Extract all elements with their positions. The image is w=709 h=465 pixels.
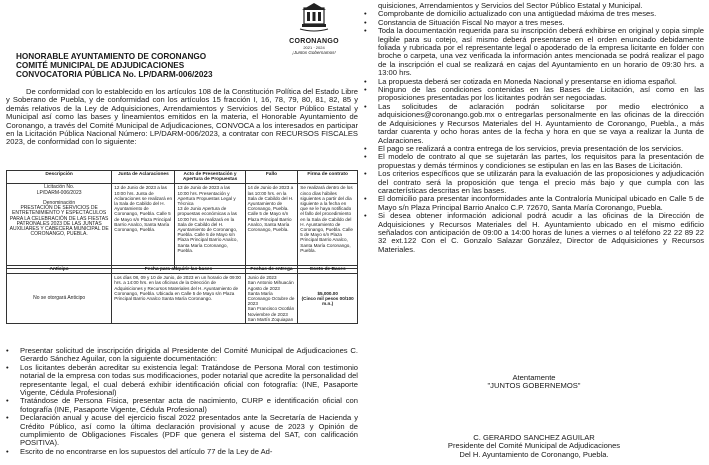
header-anticipo: Anticipo [7, 266, 112, 274]
table-row [7, 274, 358, 324]
signature-block [364, 434, 704, 459]
schedule-table [6, 170, 358, 269]
list-item: • Si desea obtener información adicional podrá acudir a las oficinas de la Dirección de Adquisiciones y Recursos Materiales del H. Ayuntamiento ubicado en el mismo edificio señalados con anticipación de 09:00 a 14:00 horas de lunes a viernes o al teléfono 22 22 89 22 32 ext.122 Con el C. Gonzalo Salazar González, Director de Adquisiciones y Recursos Materiales. [364, 212, 704, 254]
list-item: quisiciones, Arrendamientos y Servicios del Sector Público Estatal y Municipal. [378, 1, 643, 10]
closing-salutation-block [364, 374, 704, 391]
header-fallo: Fallo [245, 171, 298, 184]
closing-motto: "JUNTOS GOBERNEMOS" [487, 381, 581, 391]
header-apertura: Acto de Presentación y Apertura de Propuestas [175, 171, 245, 184]
list-item: • La propuesta deberá ser cotizada en Moneda Nacional y presentarse en idioma español. [364, 78, 704, 86]
municipal-logo [278, 2, 350, 55]
heading-line-3: CONVOCATORIA PÚBLICA No. LP/DARM-006/2023 [16, 70, 213, 79]
cell-junta: 12 de Junio de 2023 a las 10:00 hrs. Junta de Aclaraciones se realizará en la Sala de Cabildo del H. Ayuntamiento de Coronango, Puebla. Calle 5 de Mayo s/n Plaza Principal Barrio Analco, Santa María Coronango, Puebla. [112, 184, 175, 269]
list-item: • Las solicitudes de aclaración podrán solicitarse por medio electrónico a adquisiciones@coronango.gob.mx o entregarlas personalmente en las oficinas de la dirección de Adquisiciones y Recursos Materiales del H. Ayuntamiento de Coronango, Puebla., a más tardar cuarenta y ocho horas antes de la fecha y hora en que se vaya a realizar la Junta de Aclaraciones. [364, 103, 704, 145]
logo-slogan: ¡Juntos Gobernamos! [292, 50, 336, 55]
bases-table-header-row [7, 266, 358, 274]
signer-name: C. GERARDO SANCHEZ AGUILAR [473, 433, 595, 442]
list-item: • Declaración anual y acuse del ejercicio fiscal 2022 presentados ante la Secretaría de Hacienda y Crédito Público, así como la última declaración provisional y acuse de 2023 y Opinión de cumplimiento de Obligaciones Fiscales (PDF que genera el sistema del SAT, con calificación POSITIVA). [6, 414, 358, 448]
header-costo-bases: Costo de Bases [298, 266, 358, 274]
list-item: • Ninguno de las condiciones contenidas en las Bases de Licitación, así como en las proposiciones presentadas por los licitantes podrán ser negociadas. [364, 86, 704, 103]
header-fechas-entrega: Fechas de entrega [245, 266, 298, 274]
cell-firma: Se realizará dentro de los cinco días hábiles siguientes a partir del día siguiente a la fecha en que se le haya notificado el fallo del procedimiento en la Sala de Cabildo del H. Ayuntamiento de Coronango, Puebla. Calle 5 de Mayo s/n Plaza Principal Barrio Analco, Santa María Coronango, Puebla. [298, 184, 358, 269]
table-row [7, 184, 358, 269]
list-item: • Presentar solicitud de inscripción dirigida al Presidente del Comité Municipal de Adjudicaciones C. Gerardo Sánchez Aguilar, con la siguiente documentación: [6, 347, 358, 364]
list-item: • Los criterios específicos que se utilizarán para la evaluación de las proposiciones y adjudicación del contrato será la proposición que tenga el precio más bajo y que cumpla con las características descritas en las bases. [364, 170, 704, 195]
convocatoria-heading [16, 52, 276, 79]
cell-anticipo: No se otorgará Anticipo [7, 274, 112, 324]
logo-years: 2021 · 2024 [303, 45, 325, 50]
list-item: • El pago se realizará a contra entrega de los servicios, previa presentación de los servicios. [364, 145, 704, 153]
header-firma: Firma de contrato [298, 171, 358, 184]
list-item: • Comprobante de domicilio actualizado con una antigüedad máxima de tres meses. [364, 10, 704, 18]
list-item: • Toda la documentación requerida para su inscripción deberá exhibirse en original y copia simple legible para su cotejo, así mismo deberá presentarse en el orden enunciado debidamente foliada y rubricada por el representante legal o apoderado de la empresa licitante en folder con broche o carpeta, una vez verificada la información antes mencionada se podrá realizar el pago de la inscripción el cual se realizará en cajas del Ayuntamiento en un horario de 09:30 hrs. a 13:00 hrs. [364, 27, 704, 77]
list-item: • El domicilio para presentar inconformidades ante la Contraloría Municipal ubicado en Calle 5 de Mayo s/n Plaza Principal Barrio Analco C.P. 72670, Santa María Coronango, Puebla. [364, 195, 704, 212]
cell-fechas-entrega: Junio de 2023 San Antonio Mihuacán Agosto de 2023 Santa María Coronango Octubre de 2023 San Francisco Ocotlán Noviembre de 2023 San Martín Zoquiapan [245, 274, 298, 324]
signer-title-1: Presidente del Comité Municipal de Adjudicaciones [447, 441, 621, 451]
cell-apertura: 13 de Junio de 2023 a las 10:00 hrs. Presentación y Apertura Propuestas Legal y Técnica 13 de Junio Apertura de propuestas económicas a las 10:00 hrs. se realizará en la Sala de Cabildo del H. Ayuntamiento de Coronango, Puebla. Calle 5 de Mayo s/n Plaza Principal Barrio Analco, Santa María Coronango, Puebla. [175, 184, 245, 269]
list-item: • Escrito de no encontrarse en los supuestos del artículo 77 de la Ley de Ad- [6, 448, 358, 456]
requirements-list [6, 347, 358, 456]
intro-paragraph: De conformidad con lo establecido en los artículos 108 de la Constitución Política del Estado Libre y Soberano de Puebla, y de conformidad con los artículos 15 fracción I, 16, 78, 79, 80, 81, 82, 85 y demás relativos de la Ley de Adquisiciones, Arrendamientos y Servicios del Sector Público Estatal y Municipal así como las bases y lineamientos emitidos en la materia, el Honorable Ayuntamiento de Coronango, a través del Comité Municipal de Adjudicaciones, CONVOCA a los interesados en participar en la Licitación Pública Nacional Número: LP/DARM-006/2023, a contratar con RECURSOS FISCALES 2023, de conformidad con lo siguiente: [6, 87, 358, 147]
list-item: • Constancia de Situación Fiscal No mayor a tres meses. [364, 19, 704, 27]
cell-fallo: 14 de Junio de 2023 a las 10:00 hrs. en la Sala de Cabildo del H. Ayuntamiento de Coronango, Puebla. Calle 5 de Mayo s/n Plaza Principal Barrio Analco, Santa María Coronango, Puebla. [245, 184, 298, 269]
cell-costo-bases: $5,000.00 (Cinco mil pesos 00/100 m.n.) [298, 274, 358, 324]
cell-fecha-bases: Los días 08, 09 y 10 de Junio, de 2023 en un horario de 09:00 hrs. a 14:00 hrs. en las oficinas de la Dirección de Adquisiciones y Recursos Materiales del H. Ayuntamiento de Coronango, Puebla. Ubicada en Calle 5 de Mayo s/n Plaza Principal Barrio Analco Santa María Coronango. [112, 274, 245, 324]
logo-brand: CORONANGO [289, 38, 339, 45]
schedule-table-header-row [7, 171, 358, 184]
list-item: • Los licitantes deberán acreditar su existencia legal: Tratándose de Persona Moral con testimonio notarial de la empresa con todas sus modificaciones, poder notarial que acredite la personalidad del representante legal, el cual deberá exhibir identificación oficial con fotografía: (INE, Pasaporte Vigente, Cédula Profesional) [6, 364, 358, 398]
list-item: • Tratándose de Persona Física, presentar acta de nacimiento, CURP e identificación oficial con fotografía (INE, Pasaporte Vigente, Cédula Profesional) [6, 397, 358, 414]
header-descripcion: Descripción [7, 171, 112, 184]
heading-line-1: HONORABLE AYUNTAMIENTO DE CORONANGO [16, 52, 207, 61]
header-junta: Junta de Aclaraciones [112, 171, 175, 184]
signer-title-2: Del H. Ayuntamiento de Coronango, Puebla. [459, 449, 609, 459]
coronango-seal-icon [297, 2, 331, 32]
heading-line-2: COMITÉ MUNICIPAL DE ADJUDICACIONES [16, 61, 185, 70]
header-fecha-bases: Fecha para adquirir las bases [112, 266, 245, 274]
cell-descripcion: Licitación No. LP/DARM-006/2023 Denominación PRESTACIÓN DE SERVICIOS DE ENTRETENIMIENTO Y ESPECTÁCULOS PARA LA CELEBRACIÓN DE LAS FIESTAS PATRONALES 2023 DE LAS JUNTAS AUXILIARES Y CABECERA MUNICIPAL DE CORONANGO, PUEBLA. [7, 184, 112, 269]
bases-table [6, 265, 358, 324]
closing-salutation: Atentamente [512, 373, 556, 382]
list-item: • El modelo de contrato al que se sujetarán las partes, los requisitos para la presentación de propuestas y demás términos y condiciones se estipulan en las en las Bases de Licitación. [364, 153, 704, 170]
right-column-text [364, 2, 704, 254]
